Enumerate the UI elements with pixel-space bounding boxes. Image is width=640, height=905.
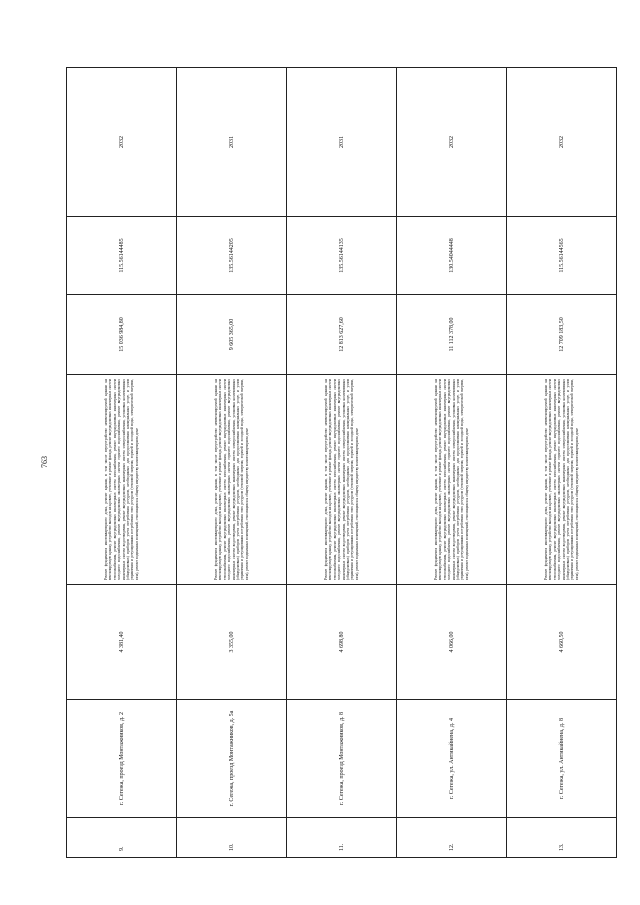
area-cell: 4 660,50: [507, 585, 617, 700]
address-cell: г. Сегежа, проезд Монтажников, д. 2: [67, 700, 177, 818]
code-cell: 130.54044448: [397, 217, 507, 295]
area-cell: 4 698,80: [287, 585, 397, 700]
address-cell: г. Сегежа, ул. Антикайнена, д. 8: [507, 700, 617, 818]
cost-cell: 12 813 627,60: [287, 295, 397, 375]
work-description-cell: Ремонт фундамента многоквартирного дома, ремонт крыши, в том числе переустройство невентилируемой крыши на вентилируемую крышу, устройство выходов на кровлю, утепление и ремонт фасада, ремонт внутридомовых инженерных систем теплоснабжения, ремонт внутридомовых инженерных систем газоснабжения, ремонт внутридомовых инженерных систем холодного водоснабжения, ремонт внутридомовых инженерных систем горячего водоснабжения, ремонт внутридомовых инженерных систем водоотведения, ремонт внутридомовых инженерных систем электроснабжения, установка коллективных (общедомовых) приборов учета потребления ресурсов, необходимых для предоставления коммунальных услуг, и узлов управления и регулирования потребления этих ресурсов (тепловой энергии, горячей и холодной воды, электрической энергии, газа), ремонт подвальных помещений, относящихся к общему имуществу в многоквартирном доме: [177, 375, 287, 585]
cost-cell: 15 036 984,80: [67, 295, 177, 375]
cost-cell: 12 709 183,50: [507, 295, 617, 375]
table-row: [67, 68, 177, 858]
repair-program-table: [66, 67, 617, 858]
rotated-table-container: [66, 68, 617, 858]
year-cell: 2032: [397, 68, 507, 217]
page-number: 763: [40, 456, 49, 468]
year-cell: 2031: [177, 68, 287, 217]
work-description-cell: Ремонт фундамента многоквартирного дома, ремонт крыши, в том числе переустройство невентилируемой крыши на вентилируемую крышу, устройство выходов на кровлю, утепление и ремонт фасада, ремонт внутридомовых инженерных систем теплоснабжения, ремонт внутридомовых инженерных систем газоснабжения, ремонт внутридомовых инженерных систем холодного водоснабжения, ремонт внутридомовых инженерных систем горячего водоснабжения, ремонт внутридомовых инженерных систем водоотведения, ремонт внутридомовых инженерных систем электроснабжения, установка коллективных (общедомовых) приборов учета потребления ресурсов, необходимых для предоставления коммунальных услуг, и узлов управления и регулирования потребления этих ресурсов (тепловой энергии, горячей и холодной воды, электрической энергии, газа), ремонт подвальных помещений, относящихся к общему имуществу в многоквартирном доме: [507, 375, 617, 585]
year-cell: 2032: [67, 68, 177, 217]
work-description-cell: Ремонт фундамента многоквартирного дома, ремонт крыши, в том числе переустройство невентилируемой крыши на вентилируемую крышу, устройство выходов на кровлю, утепление и ремонт фасада, ремонт внутридомовых инженерных систем теплоснабжения, ремонт внутридомовых инженерных систем газоснабжения, ремонт внутридомовых инженерных систем холодного водоснабжения, ремонт внутридомовых инженерных систем горячего водоснабжения, ремонт внутридомовых инженерных систем водоотведения, ремонт внутридомовых инженерных систем электроснабжения, установка коллективных (общедомовых) приборов учета потребления ресурсов, необходимых для предоставления коммунальных услуг, и узлов управления и регулирования потребления этих ресурсов (тепловой энергии, горячей и холодной воды, электрической энергии, газа), ремонт подвальных помещений, относящихся к общему имуществу в многоквартирном доме: [287, 375, 397, 585]
year-cell: 2032: [507, 68, 617, 217]
area-cell: 4 381,40: [67, 585, 177, 700]
code-cell: 115.56144565: [507, 217, 617, 295]
row-number: 10.: [177, 818, 287, 858]
code-cell: 115.56144485: [67, 217, 177, 295]
row-number: 9.: [67, 818, 177, 858]
table-row: [397, 68, 507, 858]
area-cell: 4 066,00: [397, 585, 507, 700]
address-cell: г. Сегежа, проезд Монтажников, д. 5а: [177, 700, 287, 818]
code-cell: 135.56144205: [177, 217, 287, 295]
address-cell: г. Сегежа, проезд Монтажников, д. 8: [287, 700, 397, 818]
table-row: [287, 68, 397, 858]
work-description-cell: Ремонт фундамента многоквартирного дома, ремонт крыши, в том числе переустройство невентилируемой крыши на вентилируемую крышу, устройство выходов на кровлю, утепление и ремонт фасада, ремонт внутридомовых инженерных систем теплоснабжения, ремонт внутридомовых инженерных систем газоснабжения, ремонт внутридомовых инженерных систем холодного водоснабжения, ремонт внутридомовых инженерных систем горячего водоснабжения, ремонт внутридомовых инженерных систем водоотведения, ремонт внутридомовых инженерных систем электроснабжения, установка коллективных (общедомовых) приборов учета потребления ресурсов, необходимых для предоставления коммунальных услуг, и узлов управления и регулирования потребления этих ресурсов (тепловой энергии, горячей и холодной воды, электрической энергии, газа), ремонт подвальных помещений, относящихся к общему имуществу в многоквартирном доме: [397, 375, 507, 585]
cost-cell: 11 112 378,00: [397, 295, 507, 375]
work-description-cell: Ремонт фундамента многоквартирного дома, ремонт крыши, в том числе переустройство невентилируемой крыши на вентилируемую крышу, устройство выходов на кровлю, утепление и ремонт фасада, ремонт внутридомовых инженерных систем теплоснабжения, ремонт внутридомовых инженерных систем газоснабжения, ремонт внутридомовых инженерных систем холодного водоснабжения, ремонт внутридомовых инженерных систем горячего водоснабжения, ремонт внутридомовых инженерных систем водоотведения, ремонт внутридомовых инженерных систем электроснабжения, установка коллективных (общедомовых) приборов учета потребления ресурсов, необходимых для предоставления коммунальных услуг, и узлов управления и регулирования потребления этих ресурсов (тепловой энергии, горячей и холодной воды, электрической энергии, газа), ремонт подвальных помещений, относящихся к общему имуществу в многоквартирном доме: [67, 375, 177, 585]
table-row: [177, 68, 287, 858]
table-row: [507, 68, 617, 858]
area-cell: 3 355,00: [177, 585, 287, 700]
row-number: 13.: [507, 818, 617, 858]
code-cell: 135.56144135: [287, 217, 397, 295]
row-number: 12.: [397, 818, 507, 858]
row-number: 11.: [287, 818, 397, 858]
cost-cell: 9 605 365,00: [177, 295, 287, 375]
year-cell: 2031: [287, 68, 397, 217]
address-cell: г. Сегежа, ул. Антикайнена, д. 4: [397, 700, 507, 818]
